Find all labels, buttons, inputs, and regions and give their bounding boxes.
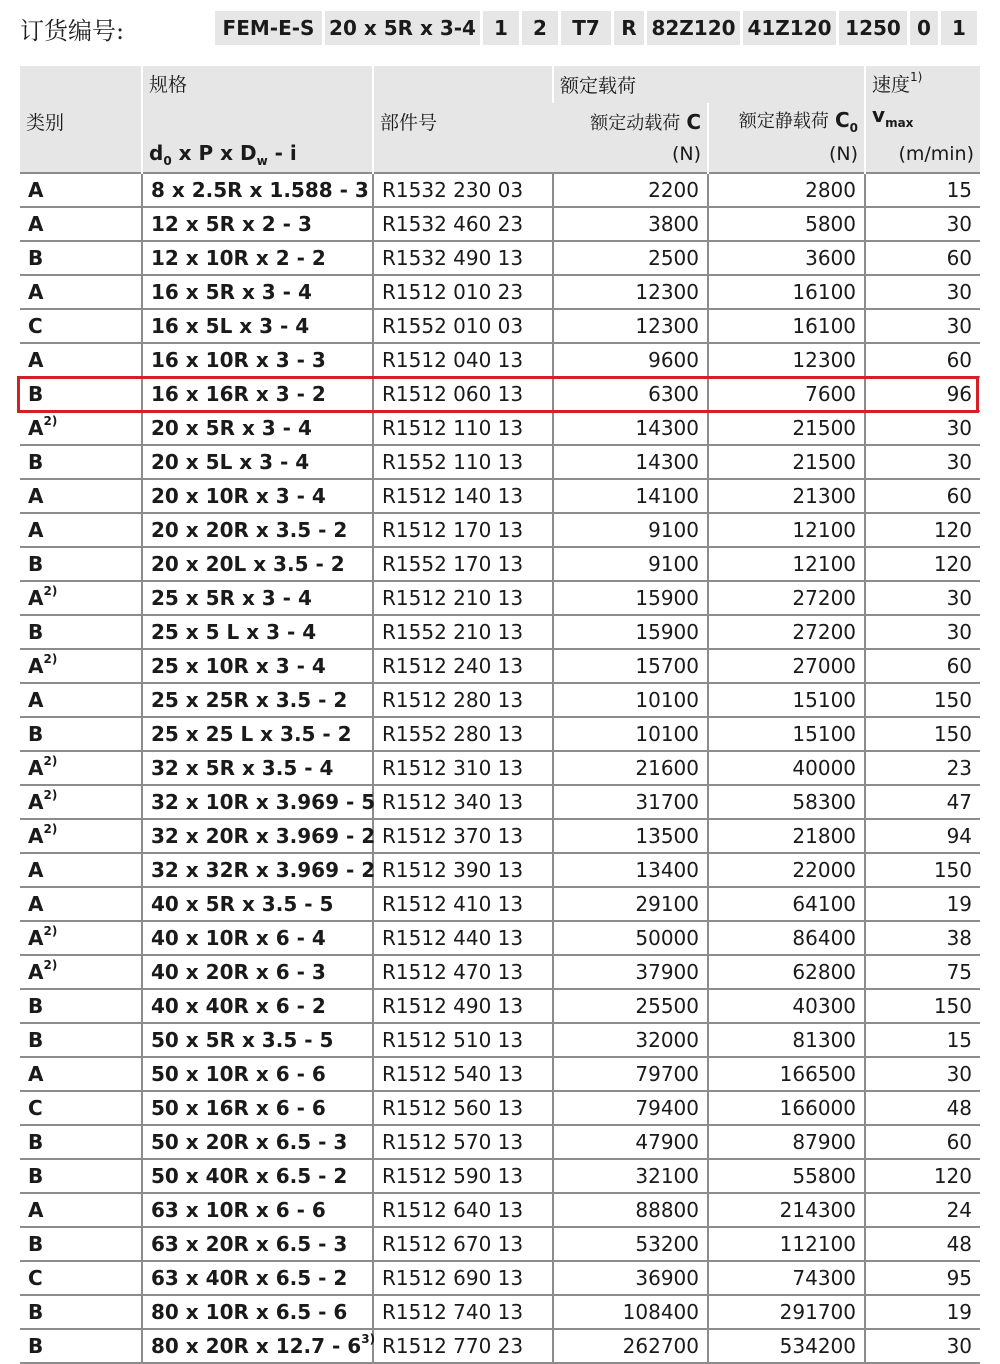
order-code-segment: R	[614, 11, 644, 45]
cell-part-number: R1512 690 13	[373, 1261, 553, 1295]
cell-part-number: R1512 590 13	[373, 1159, 553, 1193]
cell-part-number: R1512 410 13	[373, 887, 553, 921]
cell-max-speed: 94	[865, 819, 980, 853]
cell-part-number: R1532 230 03	[373, 173, 553, 207]
cell-static-load: 15100	[708, 683, 865, 717]
cell-static-load: 21500	[708, 445, 865, 479]
cell-static-load: 166000	[708, 1091, 865, 1125]
cell-max-speed: 19	[865, 887, 980, 921]
cell-spec: 50 x 40R x 6.5 - 2	[142, 1159, 373, 1193]
cell-part-number: R1552 210 13	[373, 615, 553, 649]
footnote-marker: 2)	[43, 958, 58, 972]
cell-category: A	[20, 207, 142, 241]
cell-spec: 12 x 10R x 2 - 2	[142, 241, 373, 275]
cell-category: B	[20, 717, 142, 751]
cell-dynamic-load: 14300	[553, 445, 708, 479]
cell-dynamic-load: 9600	[553, 343, 708, 377]
table-row	[20, 1091, 980, 1125]
cell-max-speed: 60	[865, 343, 980, 377]
cell-spec: 25 x 5 L x 3 - 4	[142, 615, 373, 649]
cell-category: B	[20, 377, 142, 411]
cell-spec: 63 x 20R x 6.5 - 3	[142, 1227, 373, 1261]
cell-dynamic-load: 2500	[553, 241, 708, 275]
table-row	[20, 479, 980, 513]
cell-spec: 20 x 5R x 3 - 4	[142, 411, 373, 445]
table-row	[20, 581, 980, 615]
cell-spec: 20 x 20L x 3.5 - 2	[142, 547, 373, 581]
cell-spec: 32 x 10R x 3.969 - 5	[142, 785, 373, 819]
table-row	[20, 1261, 980, 1295]
cell-static-load: 27200	[708, 581, 865, 615]
table-row	[20, 1227, 980, 1261]
column-header-category: 类别	[20, 66, 142, 173]
cell-spec: 50 x 10R x 6 - 6	[142, 1057, 373, 1091]
cell-part-number: R1512 770 23	[373, 1329, 553, 1363]
cell-max-speed: 19	[865, 1295, 980, 1329]
cell-spec: 50 x 16R x 6 - 6	[142, 1091, 373, 1125]
cell-part-number: R1512 280 13	[373, 683, 553, 717]
cell-dynamic-load: 15700	[553, 649, 708, 683]
cell-max-speed: 30	[865, 445, 980, 479]
table-row	[20, 275, 980, 309]
cell-static-load: 15100	[708, 717, 865, 751]
cell-dynamic-load: 88800	[553, 1193, 708, 1227]
cell-spec: 20 x 10R x 3 - 4	[142, 479, 373, 513]
cell-category: A	[20, 479, 142, 513]
cell-static-load: 22000	[708, 853, 865, 887]
cell-dynamic-load: 15900	[553, 615, 708, 649]
cell-part-number: R1512 240 13	[373, 649, 553, 683]
table-row	[20, 717, 980, 751]
cell-max-speed: 48	[865, 1227, 980, 1261]
cell-dynamic-load: 37900	[553, 955, 708, 989]
cell-static-load: 291700	[708, 1295, 865, 1329]
table-row	[20, 683, 980, 717]
cell-dynamic-load: 10100	[553, 717, 708, 751]
spec-header-label: 规格	[149, 74, 188, 96]
cell-dynamic-load: 79400	[553, 1091, 708, 1125]
order-code-segment: 41Z120	[743, 11, 836, 45]
cell-max-speed: 24	[865, 1193, 980, 1227]
cell-category: B	[20, 1227, 142, 1261]
cell-static-load: 214300	[708, 1193, 865, 1227]
table-row	[20, 207, 980, 241]
cell-dynamic-load: 262700	[553, 1329, 708, 1363]
cell-spec: 16 x 5L x 3 - 4	[142, 309, 373, 343]
cell-part-number: R1512 670 13	[373, 1227, 553, 1261]
table-row	[20, 853, 980, 887]
table-row	[20, 615, 980, 649]
cell-max-speed: 30	[865, 275, 980, 309]
cell-max-speed: 95	[865, 1261, 980, 1295]
cell-static-load: 21300	[708, 479, 865, 513]
cell-part-number: R1512 370 13	[373, 819, 553, 853]
order-code-segment: 0	[910, 11, 938, 45]
cell-part-number: R1552 010 03	[373, 309, 553, 343]
cell-max-speed: 38	[865, 921, 980, 955]
cell-dynamic-load: 21600	[553, 751, 708, 785]
table-row	[20, 411, 980, 445]
table-row	[20, 1159, 980, 1193]
table-row	[20, 1125, 980, 1159]
cell-max-speed: 120	[865, 513, 980, 547]
cell-category: A$^{2)}$	[20, 411, 142, 445]
speed-unit: (m/min)	[865, 135, 980, 173]
table-row	[20, 445, 980, 479]
cell-max-speed: 96	[865, 377, 980, 411]
cell-spec: 63 x 10R x 6 - 6	[142, 1193, 373, 1227]
table-row	[20, 309, 980, 343]
column-header-static-load: 额定静载荷 $C_0$	[708, 103, 865, 135]
cell-category: C	[20, 1261, 142, 1295]
cell-max-speed: 120	[865, 547, 980, 581]
cell-static-load: 27000	[708, 649, 865, 683]
cell-dynamic-load: 36900	[553, 1261, 708, 1295]
cell-static-load: 81300	[708, 1023, 865, 1057]
cell-static-load: 86400	[708, 921, 865, 955]
column-header-rated-load: 额定载荷	[553, 66, 865, 103]
cell-static-load: 40300	[708, 989, 865, 1023]
cell-static-load: 2800	[708, 173, 865, 207]
cell-spec: 25 x 5R x 3 - 4	[142, 581, 373, 615]
column-header-dynamic-load: 额定动载荷 C	[553, 103, 708, 135]
cell-dynamic-load: 29100	[553, 887, 708, 921]
order-code-segment: 82Z120	[647, 11, 740, 45]
cell-max-speed: 30	[865, 1057, 980, 1091]
cell-category: A	[20, 343, 142, 377]
cell-category: A$^{2)}$	[20, 581, 142, 615]
cell-spec: 8 x 2.5R x 1.588 - 3	[142, 173, 373, 207]
cell-dynamic-load: 9100	[553, 547, 708, 581]
cell-part-number: R1532 460 23	[373, 207, 553, 241]
cell-spec: 20 x 20R x 3.5 - 2	[142, 513, 373, 547]
cell-static-load: 64100	[708, 887, 865, 921]
cell-category: B	[20, 1159, 142, 1193]
footnote-marker: 2)	[43, 822, 58, 836]
table-row	[20, 955, 980, 989]
cell-max-speed: 30	[865, 207, 980, 241]
cell-category: B	[20, 1295, 142, 1329]
cell-category: B	[20, 1329, 142, 1363]
cell-part-number: R1512 440 13	[373, 921, 553, 955]
cell-dynamic-load: 12300	[553, 309, 708, 343]
cell-dynamic-load: 15900	[553, 581, 708, 615]
cell-part-number: R1512 390 13	[373, 853, 553, 887]
cell-spec: 80 x 10R x 6.5 - 6	[142, 1295, 373, 1329]
order-number-label: 订货编号:	[20, 16, 125, 45]
cell-category: A$^{2)}$	[20, 785, 142, 819]
cell-static-load: 166500	[708, 1057, 865, 1091]
table-row	[20, 819, 980, 853]
cell-max-speed: 150	[865, 853, 980, 887]
cell-static-load: 55800	[708, 1159, 865, 1193]
cell-max-speed: 60	[865, 479, 980, 513]
cell-max-speed: 23	[865, 751, 980, 785]
cell-category: B	[20, 1125, 142, 1159]
cell-category: A	[20, 173, 142, 207]
cell-spec: 40 x 5R x 3.5 - 5	[142, 887, 373, 921]
cell-dynamic-load: 9100	[553, 513, 708, 547]
cell-max-speed: 60	[865, 1125, 980, 1159]
table-row	[20, 751, 980, 785]
cell-static-load: 21800	[708, 819, 865, 853]
vmax-symbol: $v_{max}$	[872, 103, 914, 130]
cell-max-speed: 120	[865, 1159, 980, 1193]
table-row	[20, 547, 980, 581]
cell-part-number: R1512 060 13	[373, 377, 553, 411]
cell-part-number: R1512 140 13	[373, 479, 553, 513]
spec-formula: $d_0$ x P x $D_w$ - i	[149, 141, 297, 168]
table-row	[20, 241, 980, 275]
cell-max-speed: 150	[865, 989, 980, 1023]
cell-dynamic-load: 108400	[553, 1295, 708, 1329]
cell-part-number: R1512 110 13	[373, 411, 553, 445]
table-row	[20, 887, 980, 921]
cell-static-load: 58300	[708, 785, 865, 819]
cell-spec: 32 x 5R x 3.5 - 4	[142, 751, 373, 785]
cell-dynamic-load: 13400	[553, 853, 708, 887]
cell-part-number: R1512 510 13	[373, 1023, 553, 1057]
cell-category: A$^{2)}$	[20, 819, 142, 853]
static-load-unit: (N)	[708, 135, 865, 173]
cell-part-number: R1512 340 13	[373, 785, 553, 819]
cell-dynamic-load: 47900	[553, 1125, 708, 1159]
table-row	[20, 921, 980, 955]
table-row	[20, 1023, 980, 1057]
cell-max-speed: 15	[865, 173, 980, 207]
cell-spec: 16 x 16R x 3 - 2	[142, 377, 373, 411]
cell-max-speed: 60	[865, 241, 980, 275]
column-header-part-number: 部件号	[373, 66, 553, 173]
footnote-marker: 2)	[43, 584, 58, 598]
cell-max-speed: 75	[865, 955, 980, 989]
cell-static-load: 16100	[708, 309, 865, 343]
cell-spec: 50 x 5R x 3.5 - 5	[142, 1023, 373, 1057]
cell-static-load: 62800	[708, 955, 865, 989]
cell-category: C	[20, 1091, 142, 1125]
cell-spec: 32 x 20R x 3.969 - 2	[142, 819, 373, 853]
cell-category: B	[20, 445, 142, 479]
cell-part-number: R1512 560 13	[373, 1091, 553, 1125]
cell-static-load: 7600	[708, 377, 865, 411]
column-header-speed: 速度$^{1)}$ $v_{max}$	[865, 66, 980, 135]
cell-static-load: 74300	[708, 1261, 865, 1295]
table-row	[20, 1193, 980, 1227]
cell-spec: 20 x 5L x 3 - 4	[142, 445, 373, 479]
cell-category: A	[20, 1057, 142, 1091]
cell-dynamic-load: 50000	[553, 921, 708, 955]
cell-category: A	[20, 275, 142, 309]
column-header-spec	[142, 66, 373, 173]
cell-part-number: R1512 210 13	[373, 581, 553, 615]
cell-static-load: 87900	[708, 1125, 865, 1159]
order-code-segment: T7	[561, 11, 611, 45]
cell-category: A	[20, 1193, 142, 1227]
cell-max-speed: 48	[865, 1091, 980, 1125]
cell-part-number: R1512 010 23	[373, 275, 553, 309]
order-code-segments	[215, 11, 980, 45]
cell-static-load: 3600	[708, 241, 865, 275]
cell-category: B	[20, 1023, 142, 1057]
cell-spec: 40 x 20R x 6 - 3	[142, 955, 373, 989]
dynamic-load-unit: (N)	[553, 135, 708, 173]
cell-part-number: R1552 170 13	[373, 547, 553, 581]
table-row	[20, 377, 980, 411]
cell-dynamic-load: 3800	[553, 207, 708, 241]
footnote-marker: 2)	[43, 754, 58, 768]
cell-dynamic-load: 10100	[553, 683, 708, 717]
cell-category: B	[20, 615, 142, 649]
cell-dynamic-load: 14100	[553, 479, 708, 513]
cell-static-load: 112100	[708, 1227, 865, 1261]
cell-dynamic-load: 32000	[553, 1023, 708, 1057]
cell-category: A$^{2)}$	[20, 955, 142, 989]
cell-part-number: R1512 640 13	[373, 1193, 553, 1227]
cell-static-load: 12300	[708, 343, 865, 377]
cell-category: B	[20, 547, 142, 581]
cell-spec: 50 x 20R x 6.5 - 3	[142, 1125, 373, 1159]
cell-category: A	[20, 513, 142, 547]
cell-part-number: R1512 170 13	[373, 513, 553, 547]
table-row	[20, 1295, 980, 1329]
order-code-segment: FEM-E-S	[215, 11, 322, 45]
cell-dynamic-load: 31700	[553, 785, 708, 819]
cell-category: A$^{2)}$	[20, 921, 142, 955]
cell-spec: 63 x 40R x 6.5 - 2	[142, 1261, 373, 1295]
order-code-segment: 1250	[839, 11, 907, 45]
cell-dynamic-load: 32100	[553, 1159, 708, 1193]
cell-dynamic-load: 53200	[553, 1227, 708, 1261]
footnote-marker: 3)	[361, 1332, 376, 1346]
cell-category: A$^{2)}$	[20, 649, 142, 683]
cell-spec: 12 x 5R x 2 - 3	[142, 207, 373, 241]
footnote-marker: 2)	[43, 414, 58, 428]
cell-part-number: R1512 570 13	[373, 1125, 553, 1159]
cell-part-number: R1512 040 13	[373, 343, 553, 377]
cell-static-load: 5800	[708, 207, 865, 241]
table-row	[20, 1057, 980, 1091]
cell-part-number: R1532 490 13	[373, 241, 553, 275]
footnote-marker: 2)	[43, 652, 58, 666]
cell-static-load: 40000	[708, 751, 865, 785]
cell-spec: 25 x 25R x 3.5 - 2	[142, 683, 373, 717]
table-body	[20, 173, 980, 1363]
cell-max-speed: 15	[865, 1023, 980, 1057]
footnote-marker: 2)	[43, 788, 58, 802]
cell-category: A	[20, 887, 142, 921]
cell-part-number: R1512 490 13	[373, 989, 553, 1023]
cell-spec: 40 x 10R x 6 - 4	[142, 921, 373, 955]
cell-part-number: R1552 280 13	[373, 717, 553, 751]
order-code-segment: 1	[941, 11, 977, 45]
cell-category: B	[20, 241, 142, 275]
footnote-marker: 2)	[43, 924, 58, 938]
cell-category: C	[20, 309, 142, 343]
cell-static-load: 534200	[708, 1329, 865, 1363]
cell-dynamic-load: 13500	[553, 819, 708, 853]
cell-dynamic-load: 25500	[553, 989, 708, 1023]
cell-category: A$^{2)}$	[20, 751, 142, 785]
cell-static-load: 21500	[708, 411, 865, 445]
cell-part-number: R1512 540 13	[373, 1057, 553, 1091]
table-row	[20, 989, 980, 1023]
cell-part-number: R1552 110 13	[373, 445, 553, 479]
table-row	[20, 513, 980, 547]
table-row	[20, 785, 980, 819]
cell-part-number: R1512 310 13	[373, 751, 553, 785]
cell-max-speed: 30	[865, 581, 980, 615]
order-number-row	[20, 10, 980, 46]
cell-spec: 16 x 5R x 3 - 4	[142, 275, 373, 309]
cell-spec: 25 x 25 L x 3.5 - 2	[142, 717, 373, 751]
specification-table	[20, 66, 980, 1364]
cell-dynamic-load: 79700	[553, 1057, 708, 1091]
order-code-segment: 1	[483, 11, 519, 45]
cell-dynamic-load: 14300	[553, 411, 708, 445]
order-code-segment: 20 x 5R x 3-4	[325, 11, 480, 45]
cell-category: B	[20, 989, 142, 1023]
cell-dynamic-load: 2200	[553, 173, 708, 207]
cell-max-speed: 150	[865, 717, 980, 751]
cell-max-speed: 30	[865, 1329, 980, 1363]
cell-max-speed: 47	[865, 785, 980, 819]
cell-max-speed: 30	[865, 309, 980, 343]
cell-dynamic-load: 6300	[553, 377, 708, 411]
cell-max-speed: 60	[865, 649, 980, 683]
cell-static-load: 16100	[708, 275, 865, 309]
cell-spec: 80 x 20R x 12.7 - 6$^{3)}$	[142, 1329, 373, 1363]
cell-spec: 25 x 10R x 3 - 4	[142, 649, 373, 683]
cell-category: A	[20, 683, 142, 717]
cell-static-load: 12100	[708, 547, 865, 581]
cell-static-load: 27200	[708, 615, 865, 649]
table-row	[20, 1329, 980, 1363]
cell-dynamic-load: 12300	[553, 275, 708, 309]
cell-part-number: R1512 470 13	[373, 955, 553, 989]
cell-max-speed: 150	[865, 683, 980, 717]
cell-static-load: 12100	[708, 513, 865, 547]
cell-spec: 16 x 10R x 3 - 3	[142, 343, 373, 377]
table-row	[20, 649, 980, 683]
cell-part-number: R1512 740 13	[373, 1295, 553, 1329]
cell-max-speed: 30	[865, 411, 980, 445]
cell-max-speed: 30	[865, 615, 980, 649]
order-code-segment: 2	[522, 11, 558, 45]
cell-spec: 32 x 32R x 3.969 - 2	[142, 853, 373, 887]
table-row	[20, 343, 980, 377]
cell-category: A	[20, 853, 142, 887]
cell-spec: 40 x 40R x 6 - 2	[142, 989, 373, 1023]
table-row	[20, 173, 980, 207]
